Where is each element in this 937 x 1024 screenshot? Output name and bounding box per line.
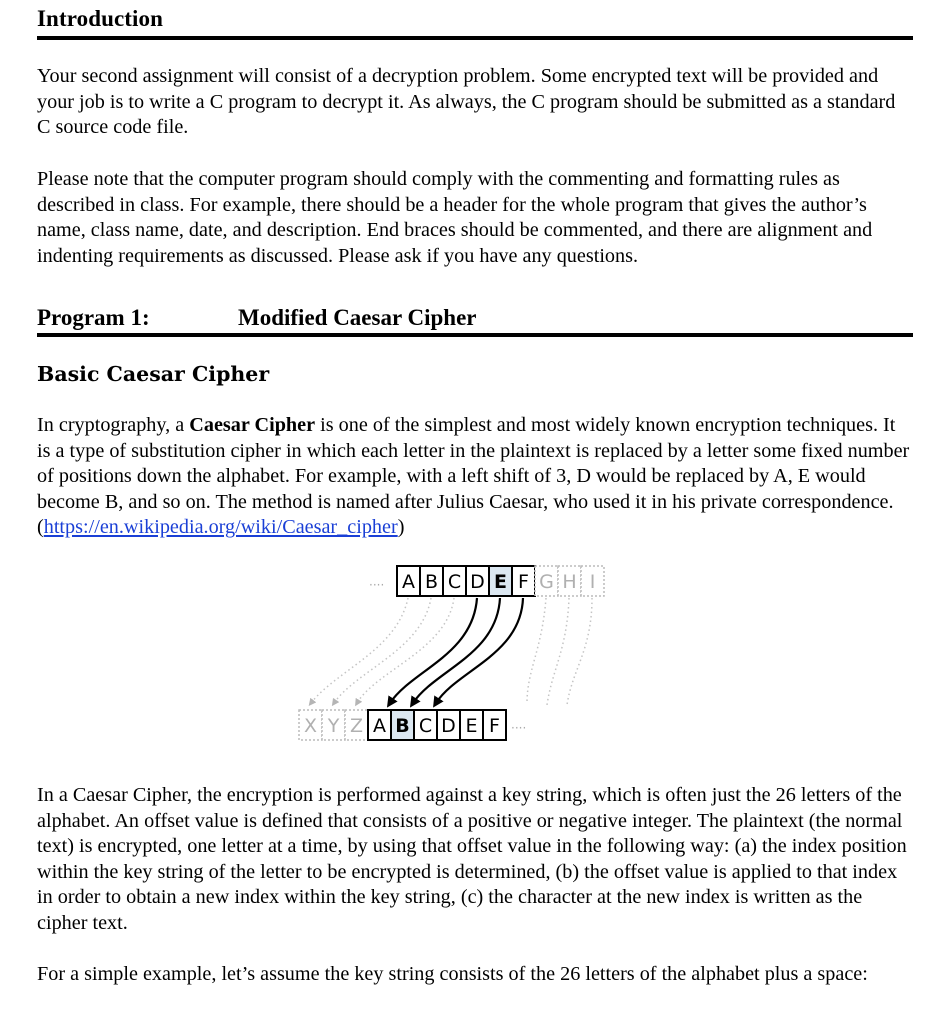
top-letter: D <box>470 571 485 593</box>
basic-paragraph-1 <box>37 413 913 541</box>
program-label: Program 1: <box>37 305 150 330</box>
faded-arrows <box>311 598 592 705</box>
program-rule <box>37 333 913 337</box>
basic-caesar-heading: Basic Caesar Cipher <box>37 362 270 386</box>
bottom-letter-faded: Y <box>327 715 340 737</box>
bottom-letter: C <box>418 715 433 737</box>
heading-rule <box>37 36 913 40</box>
basic-paragraph-3: For a simple example, let’s assume the key string consists of the 26 letters of the alphabet plus a space: <box>37 963 868 985</box>
bottom-letter: D <box>441 715 456 737</box>
caesar-cipher-term: Caesar Cipher <box>189 414 316 436</box>
wikipedia-link[interactable]: https://en.wikipedia.org/wiki/Caesar_cipher <box>43 516 398 539</box>
text-run: In cryptography, a <box>37 414 190 436</box>
bottom-letter-highlighted: B <box>395 715 410 737</box>
bottom-letter: A <box>373 715 386 737</box>
top-letter: A <box>402 571 415 593</box>
program-title: Modified Caesar Cipher <box>238 305 477 330</box>
caesar-shift-diagram <box>227 560 687 760</box>
intro-paragraph-1: Your second assignment will consist of a decryption problem. Some encrypted text will be provided and your job is to write a C program to decrypt it. As always, the C program should be submitted as a standard C source code file. <box>37 65 896 139</box>
top-letter: F <box>518 571 529 593</box>
top-letter-faded: G <box>539 571 554 593</box>
top-letter: B <box>424 571 439 593</box>
bottom-letter-faded: Z <box>349 715 364 737</box>
ellipsis-top: ···· <box>369 578 385 592</box>
bottom-letter: E <box>465 715 478 737</box>
text-run: ) <box>397 516 405 539</box>
bottom-letter-faded: X <box>303 715 318 737</box>
basic-paragraph-2: In a Caesar Cipher, the encryption is performed against a key string, which is often just the 26 letters of the alphabet. An offset value is defined that consists of a positive or negative integer. The plaintext (the normal text) is encrypted, one letter at a time, by using that offset value in the following way: (a) the index position within the key string of the letter to be encrypted is determined, (b) the offset value is applied to that index in order to obtain a new index within the key string, (c) the character at the new index is written as the cipher text. <box>37 784 907 934</box>
top-letter: C <box>447 571 462 593</box>
top-letter-faded: H <box>562 571 577 593</box>
intro-paragraph-2: Please note that the computer program should comply with the commenting and formatting rules as described in class. For example, there should be a header for the whole program that gives the author’s name, class name, date, and description. End braces should be commented, and there are alignment and indenting requirements as discussed. Please ask if you have any questions. <box>37 168 873 267</box>
shift-arrows <box>390 598 523 703</box>
top-letter-highlighted: E <box>494 571 507 593</box>
top-letter-faded: I <box>589 571 596 593</box>
bottom-letter: F <box>489 715 500 737</box>
text-run: is one of the simplest and most widely known encryption techniques. It is a type of substitution cipher in which each letter in the plaintext is replaced by a letter some fixed number of positions down the alphabet. For example, with a left shift of 3, D would be replaced by A, E would become B, and so on. The method is named after Julius Caesar, who used it in his private correspondence. ( <box>37 414 910 539</box>
introduction-heading: Introduction <box>37 6 164 31</box>
ellipsis-bottom: ···· <box>511 721 527 735</box>
